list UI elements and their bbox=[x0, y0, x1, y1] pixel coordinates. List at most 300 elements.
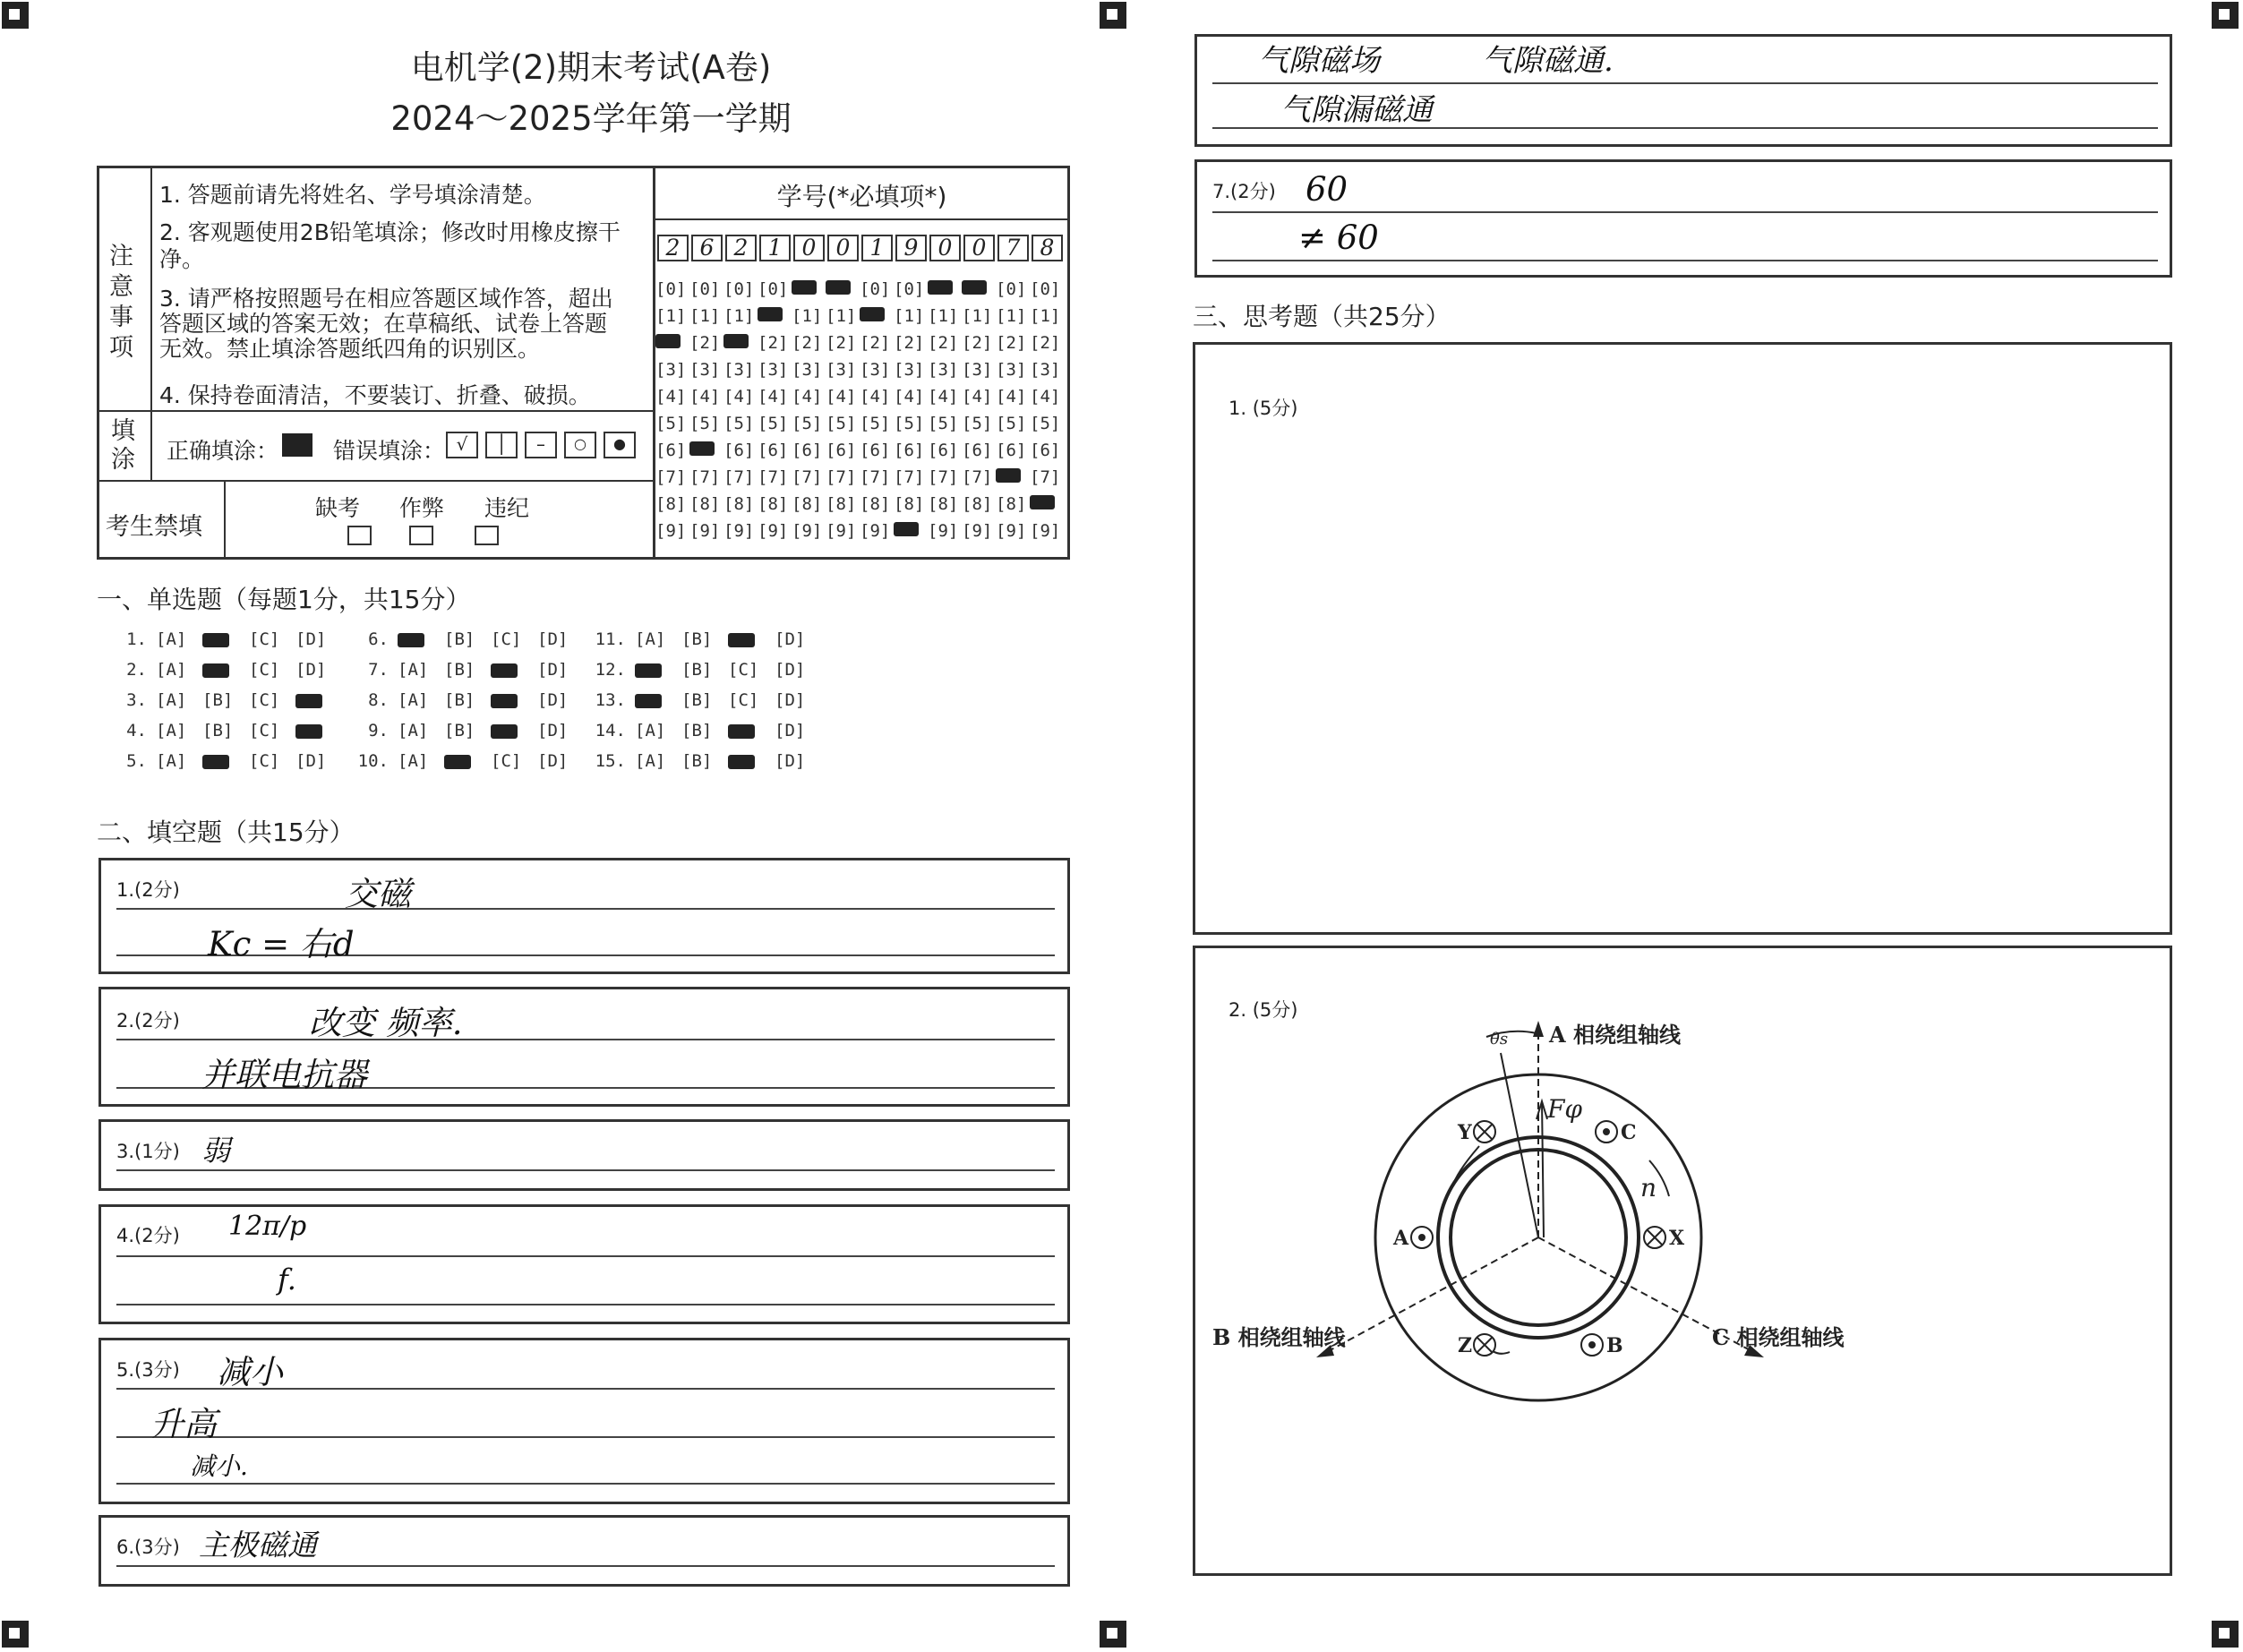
bubble-empty[interactable]: [7] bbox=[792, 467, 823, 487]
bubble-filled[interactable] bbox=[1030, 494, 1064, 514]
mc-question-number: 8. bbox=[368, 690, 389, 710]
bubble-empty[interactable]: [7] bbox=[894, 467, 925, 487]
bubble-empty[interactable]: [5] bbox=[655, 414, 687, 433]
bubble-empty[interactable]: [0] bbox=[1030, 279, 1061, 299]
mc-question-row bbox=[107, 660, 342, 680]
corner-mark-bottom-center bbox=[1100, 1621, 1126, 1648]
bubble-empty[interactable]: [8] bbox=[723, 494, 755, 514]
wrong-mark-circle: ○ bbox=[564, 432, 596, 458]
bubble-empty[interactable]: [5] bbox=[894, 414, 925, 433]
fill-q3-answer-1: 弱 bbox=[201, 1134, 231, 1168]
bubble-empty[interactable]: [8] bbox=[894, 494, 925, 514]
mc-option[interactable]: [A] bbox=[398, 690, 429, 710]
correct-fill-sample bbox=[282, 433, 312, 457]
bubble-empty[interactable]: [2] bbox=[962, 333, 993, 353]
mc-option-filled[interactable] bbox=[728, 751, 775, 771]
a-axis-arrow bbox=[1533, 1021, 1544, 1037]
bubble-empty[interactable]: [9] bbox=[723, 521, 755, 541]
mc-option[interactable]: [B] bbox=[681, 690, 713, 710]
mc-option[interactable]: [D] bbox=[537, 660, 569, 680]
mc-option-filled[interactable] bbox=[295, 690, 342, 710]
fill-q5-answer-1: 减小 bbox=[217, 1353, 283, 1391]
mc-option[interactable]: [C] bbox=[491, 629, 522, 649]
bubble-empty[interactable]: [8] bbox=[996, 494, 1027, 514]
slot-x-label: X bbox=[1669, 1227, 1685, 1250]
bubble-empty[interactable]: [9] bbox=[928, 521, 959, 541]
mc-option-filled[interactable] bbox=[202, 629, 249, 649]
bubble-row bbox=[655, 303, 1064, 330]
mc-question-row bbox=[586, 721, 821, 740]
bubble-empty[interactable]: [0] bbox=[723, 279, 755, 299]
bubble-row bbox=[655, 383, 1064, 410]
bubble-empty[interactable]: [6] bbox=[792, 441, 823, 460]
mc-option-filled[interactable] bbox=[444, 751, 491, 771]
bubble-empty[interactable]: [4] bbox=[655, 387, 687, 407]
fill-q2-answer-1: 改变 频率. bbox=[309, 1004, 463, 1042]
thinking-q1-label: 1. (5分) bbox=[1229, 398, 1298, 419]
mc-question-number: 7. bbox=[368, 660, 389, 680]
fill-q7-answer-2: ≠ 60 bbox=[1298, 218, 1379, 257]
slot-a-label: A bbox=[1393, 1227, 1409, 1250]
mc-option[interactable]: [B] bbox=[444, 660, 475, 680]
bubble-empty[interactable]: [7] bbox=[723, 467, 755, 487]
bubble-empty[interactable]: [2] bbox=[996, 333, 1027, 353]
corner-mark-top-left bbox=[2, 2, 29, 29]
bubble-empty[interactable]: [5] bbox=[723, 414, 755, 433]
bubble-filled[interactable] bbox=[758, 306, 792, 326]
a-axis-label: A 相绕组轴线 bbox=[1549, 1022, 1681, 1048]
fill-q6-cont-answer-1: 气隙磁场 bbox=[1258, 43, 1380, 79]
bubble-empty[interactable]: [7] bbox=[655, 467, 687, 487]
student-id-digit-cell: 0 bbox=[793, 235, 825, 261]
bubble-empty[interactable]: [0] bbox=[996, 279, 1027, 299]
mc-option[interactable]: [B] bbox=[681, 660, 713, 680]
student-id-digit-cell: 2 bbox=[657, 235, 689, 261]
wrong-mark-dash: – bbox=[525, 432, 557, 458]
bubble-empty[interactable]: [9] bbox=[1030, 521, 1061, 541]
bubble-empty[interactable]: [9] bbox=[962, 521, 993, 541]
thinking-title: 三、思考题（共25分） bbox=[1193, 302, 1451, 331]
mc-question-row bbox=[349, 660, 584, 680]
bubble-empty[interactable]: [3] bbox=[894, 360, 925, 380]
bubble-empty[interactable]: [5] bbox=[962, 414, 993, 433]
bubble-empty[interactable]: [7] bbox=[826, 467, 857, 487]
mc-option-filled[interactable] bbox=[491, 660, 537, 680]
mc-option[interactable]: [B] bbox=[202, 721, 234, 740]
notice-item-2: 2. 客观题使用2B铅笔填涂；修改时用橡皮擦干净。 bbox=[159, 219, 621, 272]
fill-q5-answer-3: 减小. bbox=[190, 1451, 248, 1481]
mc-question-number: 10. bbox=[357, 751, 389, 771]
mc-option[interactable]: [B] bbox=[681, 721, 713, 740]
bubble-empty[interactable]: [6] bbox=[996, 441, 1027, 460]
mc-question-number: 12. bbox=[595, 660, 626, 680]
mc-option-filled[interactable] bbox=[398, 629, 444, 649]
student-id-digit-cell: 9 bbox=[895, 235, 927, 261]
fill-q3-label: 3.(1分) bbox=[116, 1141, 180, 1162]
student-id-digit-cell: 8 bbox=[1032, 235, 1063, 261]
mc-question-row bbox=[586, 660, 821, 680]
mc-question-row bbox=[107, 629, 342, 649]
mc-question-row bbox=[107, 690, 342, 710]
mc-option[interactable]: [B] bbox=[681, 751, 713, 771]
mc-option[interactable]: [C] bbox=[728, 690, 759, 710]
bubble-filled[interactable] bbox=[689, 441, 723, 460]
bubble-row bbox=[655, 518, 1064, 544]
mc-option[interactable]: [D] bbox=[775, 629, 806, 649]
mc-option-filled[interactable] bbox=[295, 721, 342, 740]
mc-option[interactable]: [A] bbox=[156, 690, 187, 710]
notice-item-4: 4. 保持卷面清洁，不要装订、折叠、破损。 bbox=[159, 382, 591, 408]
bubble-empty[interactable]: [4] bbox=[928, 387, 959, 407]
mc-option[interactable]: [A] bbox=[398, 660, 429, 680]
mc-option[interactable]: [D] bbox=[295, 660, 327, 680]
fill-q7-answer-1: 60 bbox=[1306, 170, 1348, 209]
bubble-empty[interactable]: [5] bbox=[860, 414, 891, 433]
bubble-empty[interactable]: [2] bbox=[689, 333, 721, 353]
wrong-fill-label: 错误填涂： bbox=[333, 438, 446, 464]
bubble-empty[interactable]: [5] bbox=[996, 414, 1027, 433]
single-choice-title: 一、单选题（每题1分，共15分） bbox=[97, 585, 471, 614]
bubble-row bbox=[655, 464, 1064, 491]
bubble-row bbox=[655, 276, 1064, 303]
mc-question-row bbox=[586, 629, 821, 649]
mc-question-number: 4. bbox=[126, 721, 147, 740]
bubble-row bbox=[655, 356, 1064, 383]
bubble-empty[interactable]: [6] bbox=[894, 441, 925, 460]
bubble-empty[interactable]: [0] bbox=[655, 279, 687, 299]
fill-q4-answer-2: f. bbox=[278, 1263, 296, 1297]
flag-violation-label: 违纪 bbox=[484, 495, 530, 521]
bubble-empty[interactable]: [6] bbox=[758, 441, 789, 460]
mc-option[interactable]: [B] bbox=[681, 629, 713, 649]
bubble-row bbox=[655, 437, 1064, 464]
slot-z-label: Z bbox=[1458, 1334, 1473, 1357]
wrong-mark-dot: ● bbox=[604, 432, 636, 458]
fill-q1-label: 1.(2分) bbox=[116, 879, 180, 901]
bubble-empty[interactable]: [2] bbox=[826, 333, 857, 353]
bubble-empty[interactable]: [8] bbox=[758, 494, 789, 514]
mc-option-filled[interactable] bbox=[728, 721, 775, 740]
student-id-digit-cell: 1 bbox=[759, 235, 791, 261]
bubble-empty[interactable]: [3] bbox=[996, 360, 1027, 380]
mc-question-number: 6. bbox=[368, 629, 389, 649]
b-axis-label: B 相绕组轴线 bbox=[1212, 1324, 1346, 1350]
mc-option-filled[interactable] bbox=[491, 690, 537, 710]
mc-option[interactable]: [D] bbox=[775, 751, 806, 771]
fill-q2-label: 2.(2分) bbox=[116, 1010, 180, 1031]
bubble-filled[interactable] bbox=[962, 279, 996, 299]
bubble-empty[interactable]: [2] bbox=[860, 333, 891, 353]
bubble-filled[interactable] bbox=[860, 306, 894, 326]
bubble-empty[interactable]: [9] bbox=[655, 521, 687, 541]
bubble-empty[interactable]: [3] bbox=[758, 360, 789, 380]
mc-option-filled[interactable] bbox=[202, 660, 249, 680]
fill-q1-answer-2: Kc = 右d bbox=[208, 925, 355, 963]
student-id-digit-cell: 6 bbox=[691, 235, 723, 261]
mc-question-row bbox=[107, 751, 342, 771]
mc-option[interactable]: [A] bbox=[398, 751, 429, 771]
bubble-empty[interactable]: [3] bbox=[860, 360, 891, 380]
mc-question-row bbox=[349, 690, 584, 710]
bubble-empty[interactable]: [3] bbox=[928, 360, 959, 380]
bubble-empty[interactable]: [7] bbox=[1030, 467, 1061, 487]
bubble-empty[interactable]: [0] bbox=[689, 279, 721, 299]
mc-question-row bbox=[586, 751, 821, 771]
bubble-empty[interactable]: [4] bbox=[860, 387, 891, 407]
notice-side-label: 注意事项 bbox=[109, 243, 133, 362]
bubble-empty[interactable]: [1] bbox=[792, 306, 823, 326]
bubble-empty[interactable]: [0] bbox=[894, 279, 925, 299]
bubble-empty[interactable]: [1] bbox=[894, 306, 925, 326]
mc-question-number: 1. bbox=[126, 629, 147, 649]
f-phi-line bbox=[1542, 1101, 1544, 1237]
bubble-empty[interactable]: [7] bbox=[928, 467, 959, 487]
bubble-empty[interactable]: [5] bbox=[826, 414, 857, 433]
bubble-empty[interactable]: [9] bbox=[792, 521, 823, 541]
bubble-empty[interactable]: [5] bbox=[792, 414, 823, 433]
flag-absent-label: 缺考 bbox=[315, 495, 361, 521]
bubble-empty[interactable]: [7] bbox=[689, 467, 721, 487]
student-id-digit-cell: 0 bbox=[963, 235, 995, 261]
bubble-empty[interactable]: [4] bbox=[1030, 387, 1061, 407]
bubble-empty[interactable]: [2] bbox=[928, 333, 959, 353]
fill-q1-answer-1: 交磁 bbox=[345, 875, 411, 913]
bubble-empty[interactable]: [4] bbox=[758, 387, 789, 407]
bubble-empty[interactable]: [6] bbox=[826, 441, 857, 460]
bubble-empty[interactable]: [4] bbox=[894, 387, 925, 407]
bubble-row bbox=[655, 410, 1064, 437]
mc-option[interactable]: [A] bbox=[156, 629, 187, 649]
bubble-empty[interactable]: [4] bbox=[962, 387, 993, 407]
bubble-empty[interactable]: [4] bbox=[792, 387, 823, 407]
mc-option[interactable]: [B] bbox=[444, 629, 475, 649]
student-id-digit-cell: 0 bbox=[827, 235, 859, 261]
bubble-empty[interactable]: [6] bbox=[655, 441, 687, 460]
bubble-empty[interactable]: [1] bbox=[655, 306, 687, 326]
student-id-bubble-grid[interactable] bbox=[655, 276, 1064, 544]
field-axis-line bbox=[1501, 1053, 1538, 1237]
fill-blank-title: 二、填空题（共15分） bbox=[97, 817, 355, 847]
mc-option[interactable]: [A] bbox=[398, 721, 429, 740]
mc-option[interactable]: [D] bbox=[775, 721, 806, 740]
bubble-filled[interactable] bbox=[996, 467, 1030, 487]
bubble-empty[interactable]: [6] bbox=[1030, 441, 1061, 460]
thinking-q2-label: 2. (5分) bbox=[1229, 999, 1298, 1021]
slot-y-label: Y bbox=[1458, 1121, 1472, 1144]
mc-option[interactable]: [C] bbox=[249, 629, 280, 649]
mc-option[interactable]: [D] bbox=[537, 690, 569, 710]
mc-question-row bbox=[349, 721, 584, 740]
bubble-empty[interactable]: [6] bbox=[723, 441, 755, 460]
bubble-empty[interactable]: [6] bbox=[860, 441, 891, 460]
slot-c-label: C bbox=[1621, 1121, 1637, 1144]
corner-mark-bottom-right bbox=[2212, 1621, 2239, 1648]
fill-q4-answer-1: 12π/p bbox=[228, 1211, 307, 1242]
mc-question-number: 3. bbox=[126, 690, 147, 710]
exam-title: 电机学(2)期末考试(A卷) bbox=[410, 48, 772, 87]
flag-cheat-checkbox[interactable] bbox=[409, 526, 433, 545]
bubble-empty[interactable]: [3] bbox=[1030, 360, 1061, 380]
mc-option[interactable]: [C] bbox=[249, 690, 280, 710]
mc-question-number: 9. bbox=[368, 721, 389, 740]
examiner-only-label: 考生禁填 bbox=[106, 513, 202, 541]
bubble-empty[interactable]: [4] bbox=[996, 387, 1027, 407]
bubble-empty[interactable]: [8] bbox=[928, 494, 959, 514]
student-id-title: 学号(*必填项*) bbox=[776, 182, 947, 211]
mc-option[interactable]: [B] bbox=[444, 690, 475, 710]
n-label: n bbox=[1640, 1173, 1657, 1203]
mc-option[interactable]: [D] bbox=[537, 721, 569, 740]
bubble-empty[interactable]: [2] bbox=[1030, 333, 1061, 353]
mc-option[interactable]: [D] bbox=[537, 629, 569, 649]
mc-option[interactable]: [D] bbox=[295, 751, 327, 771]
mc-question-row bbox=[586, 690, 821, 710]
bubble-empty[interactable]: [7] bbox=[758, 467, 789, 487]
thinking-q1-box[interactable] bbox=[1193, 342, 2172, 935]
notice-item-3: 3. 请严格按照题号在相应答题区域作答，超出答题区域的答案无效；在草稿纸、试卷上答题无效。禁止填涂答题纸四角的识别区。 bbox=[159, 286, 613, 362]
mc-question-number: 2. bbox=[126, 660, 147, 680]
mc-option-filled[interactable] bbox=[728, 629, 775, 649]
fill-q5-label: 5.(3分) bbox=[116, 1359, 180, 1381]
bubble-empty[interactable]: [7] bbox=[962, 467, 993, 487]
bubble-empty[interactable]: [3] bbox=[962, 360, 993, 380]
bubble-empty[interactable]: [1] bbox=[962, 306, 993, 326]
mc-option[interactable]: [C] bbox=[249, 751, 280, 771]
bubble-empty[interactable]: [3] bbox=[792, 360, 823, 380]
bubble-empty[interactable]: [1] bbox=[689, 306, 721, 326]
bubble-empty[interactable]: [9] bbox=[860, 521, 891, 541]
fill-q7-label: 7.(2分) bbox=[1212, 181, 1276, 202]
bubble-empty[interactable]: [1] bbox=[826, 306, 857, 326]
mc-option[interactable]: [D] bbox=[537, 751, 569, 771]
corner-mark-top-center bbox=[1100, 2, 1126, 29]
bubble-empty[interactable]: [5] bbox=[758, 414, 789, 433]
mc-option[interactable]: [B] bbox=[202, 690, 234, 710]
bubble-empty[interactable]: [8] bbox=[655, 494, 687, 514]
bubble-empty[interactable]: [9] bbox=[689, 521, 721, 541]
bubble-empty[interactable]: [5] bbox=[1030, 414, 1061, 433]
mc-option-filled[interactable] bbox=[635, 660, 681, 680]
bubble-filled[interactable] bbox=[723, 333, 758, 353]
bubble-empty[interactable]: [2] bbox=[758, 333, 789, 353]
bubble-empty[interactable]: [0] bbox=[860, 279, 891, 299]
bubble-empty[interactable]: [1] bbox=[996, 306, 1027, 326]
exam-term: 2024～2025学年第一学期 bbox=[390, 99, 792, 138]
bubble-empty[interactable]: [3] bbox=[826, 360, 857, 380]
fill-q4-label: 4.(2分) bbox=[116, 1225, 180, 1246]
corner-mark-top-right bbox=[2212, 2, 2239, 29]
bubble-empty[interactable]: [1] bbox=[1030, 306, 1061, 326]
correct-fill-label: 正确填涂： bbox=[167, 438, 279, 464]
bubble-empty[interactable]: [7] bbox=[860, 467, 891, 487]
mc-option[interactable]: [D] bbox=[775, 660, 806, 680]
mc-option[interactable]: [A] bbox=[635, 721, 666, 740]
mc-question-number: 5. bbox=[126, 751, 147, 771]
notice-item-1: 1. 答题前请先将姓名、学号填涂清楚。 bbox=[159, 182, 546, 208]
mc-option[interactable]: [C] bbox=[491, 751, 522, 771]
bubble-empty[interactable]: [2] bbox=[792, 333, 823, 353]
student-id-digit-cell: 7 bbox=[997, 235, 1029, 261]
mc-option-filled[interactable] bbox=[491, 721, 537, 740]
bubble-empty[interactable]: [4] bbox=[689, 387, 721, 407]
bubble-empty[interactable]: [8] bbox=[962, 494, 993, 514]
mc-option[interactable]: [A] bbox=[635, 629, 666, 649]
mc-question-number: 11. bbox=[595, 629, 626, 649]
bubble-empty[interactable]: [3] bbox=[723, 360, 755, 380]
mc-option[interactable]: [B] bbox=[444, 721, 475, 740]
bubble-empty[interactable]: [3] bbox=[655, 360, 687, 380]
bubble-empty[interactable]: [4] bbox=[826, 387, 857, 407]
theta-label: θs bbox=[1490, 1030, 1509, 1049]
bubble-empty[interactable]: [9] bbox=[996, 521, 1027, 541]
c-axis-label: C 相绕组轴线 bbox=[1712, 1324, 1845, 1350]
bubble-empty[interactable]: [0] bbox=[758, 279, 789, 299]
bubble-empty[interactable]: [5] bbox=[689, 414, 721, 433]
flag-absent-checkbox[interactable] bbox=[347, 526, 372, 545]
bubble-empty[interactable]: [8] bbox=[689, 494, 721, 514]
bubble-filled[interactable] bbox=[655, 333, 689, 353]
mc-option-filled[interactable] bbox=[635, 690, 681, 710]
bubble-filled[interactable] bbox=[792, 279, 826, 299]
bubble-empty[interactable]: [3] bbox=[689, 360, 721, 380]
mc-option[interactable]: [A] bbox=[156, 721, 187, 740]
fill-q3-box[interactable] bbox=[98, 1119, 1070, 1191]
fill-q5-answer-2: 升高 bbox=[150, 1405, 217, 1443]
bubble-empty[interactable]: [8] bbox=[860, 494, 891, 514]
mc-option[interactable]: [C] bbox=[249, 721, 280, 740]
flag-cheat-label: 作弊 bbox=[399, 495, 445, 521]
bubble-filled[interactable] bbox=[826, 279, 860, 299]
mc-question-number: 14. bbox=[595, 721, 626, 740]
f-phi-label: Fφ bbox=[1547, 1094, 1583, 1124]
wrong-mark-check: √ bbox=[446, 432, 478, 458]
bubble-row bbox=[655, 491, 1064, 518]
mc-question-row bbox=[349, 751, 584, 771]
mc-option[interactable]: [C] bbox=[728, 660, 759, 680]
fill-q6-cont-answer-3: 气隙漏磁通 bbox=[1280, 92, 1433, 128]
flag-violation-checkbox[interactable] bbox=[475, 526, 499, 545]
corner-mark-bottom-left bbox=[2, 1621, 29, 1648]
mc-option[interactable]: [A] bbox=[635, 751, 666, 771]
bubble-filled[interactable] bbox=[894, 521, 928, 541]
wrong-fill-samples bbox=[446, 432, 636, 458]
bubble-empty[interactable]: [9] bbox=[826, 521, 857, 541]
bubble-empty[interactable]: [8] bbox=[792, 494, 823, 514]
bubble-empty[interactable]: [6] bbox=[928, 441, 959, 460]
mc-option[interactable]: [D] bbox=[295, 629, 327, 649]
mc-option[interactable]: [A] bbox=[156, 751, 187, 771]
bubble-empty[interactable]: [2] bbox=[894, 333, 925, 353]
bubble-empty[interactable]: [1] bbox=[723, 306, 755, 326]
slot-b-label: B bbox=[1606, 1334, 1623, 1357]
student-id-digit-cell: 0 bbox=[929, 235, 961, 261]
mc-option[interactable]: [C] bbox=[249, 660, 280, 680]
mc-option[interactable]: [D] bbox=[775, 690, 806, 710]
motor-winding-diagram bbox=[1212, 1012, 1871, 1433]
bubble-empty[interactable]: [5] bbox=[928, 414, 959, 433]
mc-question-number: 13. bbox=[595, 690, 626, 710]
bubble-empty[interactable]: [6] bbox=[962, 441, 993, 460]
bubble-empty[interactable]: [4] bbox=[723, 387, 755, 407]
bubble-empty[interactable]: [8] bbox=[826, 494, 857, 514]
mc-option-filled[interactable] bbox=[202, 751, 249, 771]
fill-q6-answer-1: 主极磁通 bbox=[199, 1528, 317, 1562]
bubble-row bbox=[655, 330, 1064, 356]
mc-option[interactable]: [A] bbox=[156, 660, 187, 680]
bubble-empty[interactable]: [9] bbox=[758, 521, 789, 541]
bubble-filled[interactable] bbox=[928, 279, 962, 299]
bubble-empty[interactable]: [1] bbox=[928, 306, 959, 326]
